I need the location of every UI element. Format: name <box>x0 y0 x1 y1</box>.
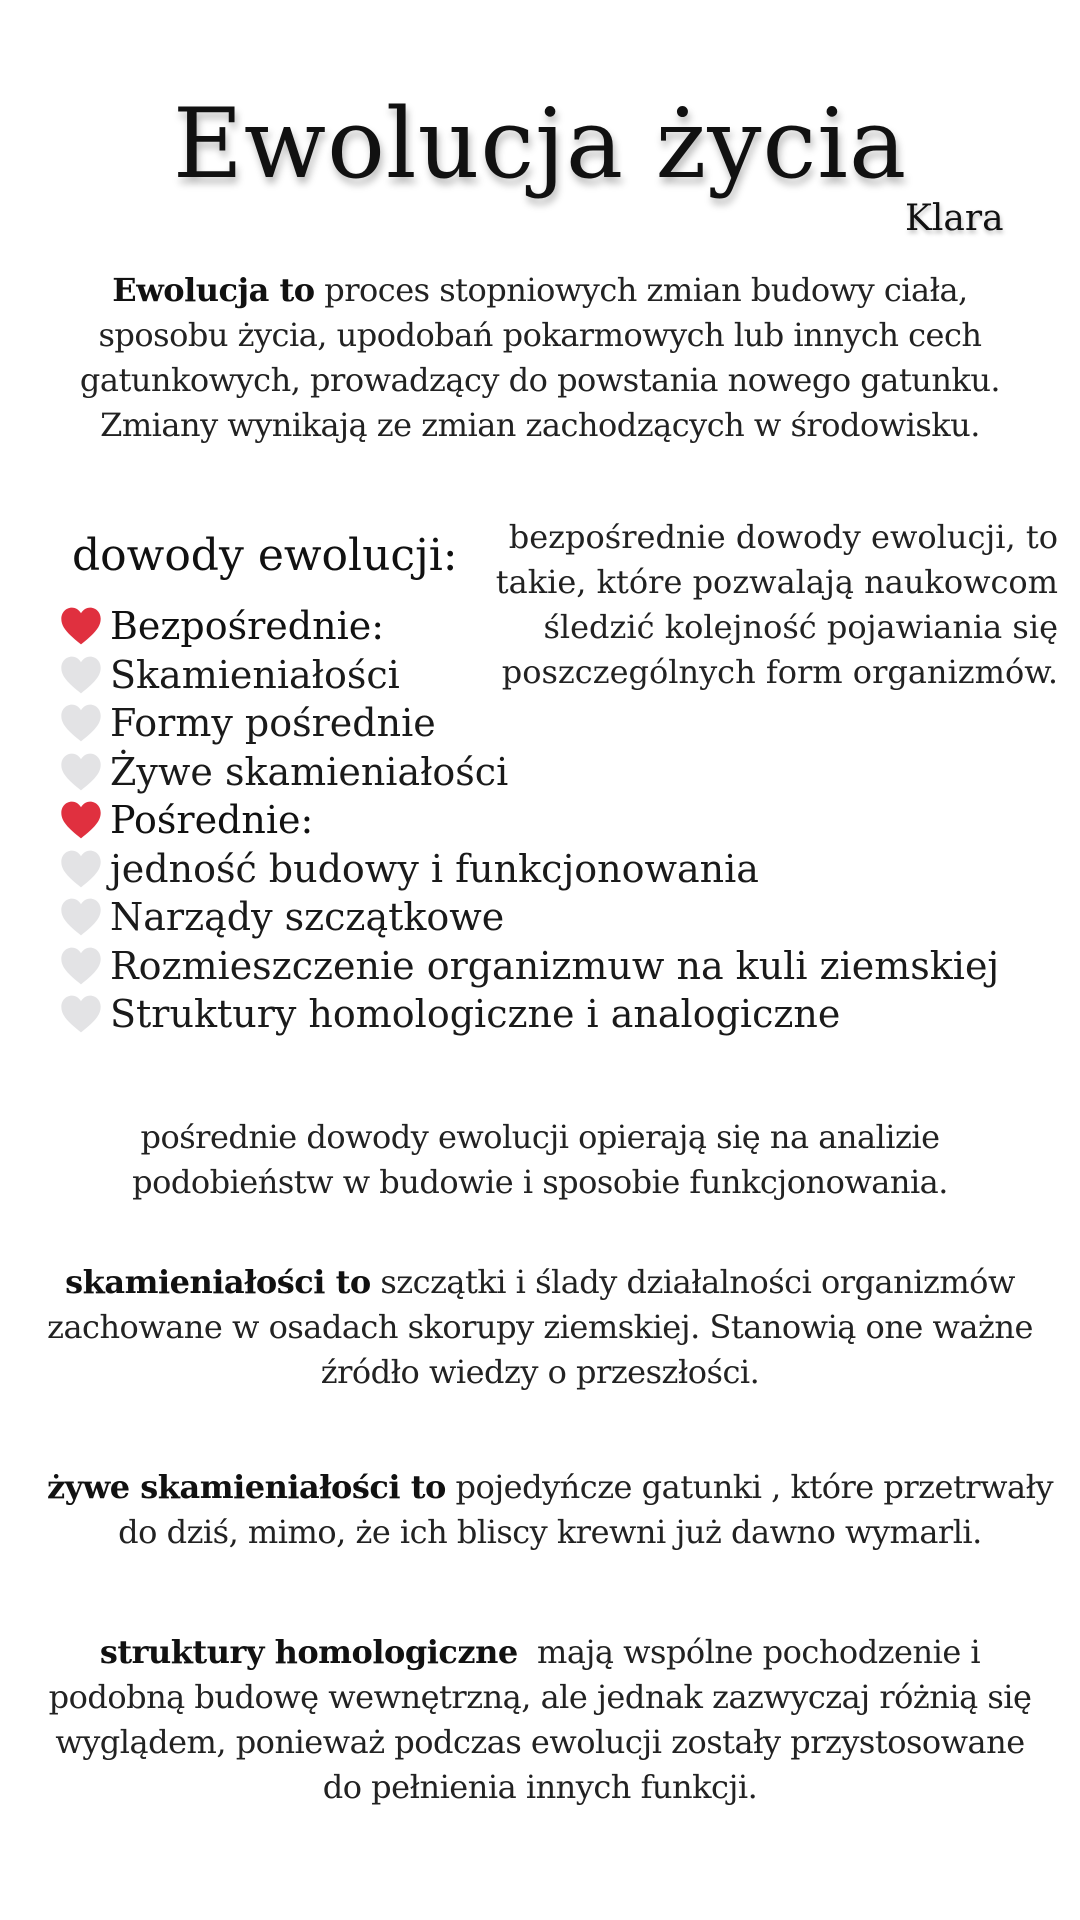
living-fossils-term: żywe skamieniałości to <box>46 1468 446 1506</box>
list-item <box>60 748 999 797</box>
fossils-text: szczątki i ślady działalności organizmów zachowane w osadach skorupy ziemskiej. Stanowią one ważne źródło wiedzy o przeszłości. <box>47 1263 1033 1391</box>
heart-gray-icon <box>60 655 102 695</box>
list-item <box>60 602 999 651</box>
list-item-label: Formy pośrednie <box>110 701 436 746</box>
heart-gray-icon <box>60 849 102 889</box>
list-item-label: jedność budowy i funkcjonowania <box>110 846 759 891</box>
heart-red-icon <box>60 606 102 646</box>
list-item-label: Pośrednie: <box>110 798 314 843</box>
list-item-label: Skamieniałości <box>110 652 400 697</box>
list-item <box>60 990 999 1039</box>
heart-gray-icon <box>60 897 102 937</box>
list-item <box>60 942 999 991</box>
list-item <box>60 699 999 748</box>
living-fossils-definition <box>40 1465 1060 1555</box>
list-item-label: Narządy szczątkowe <box>110 895 505 940</box>
homologous-term: struktury homologiczne <box>99 1633 518 1671</box>
fossils-term: skamieniałości to <box>65 1263 371 1301</box>
indirect-evidence-note: pośrednie dowody ewolucji opierają się na analizie podobieństw w budowie i sposobie funkcjonowania. <box>132 1118 948 1201</box>
evidence-heading: dowody ewolucji: <box>72 530 458 581</box>
heart-gray-icon <box>60 946 102 986</box>
fossils-definition <box>40 1260 1040 1395</box>
list-item-label: Struktury homologiczne i analogiczne <box>110 992 841 1037</box>
list-item-label: Żywe skamieniałości <box>110 749 509 794</box>
intro-text: proces stopniowych zmian budowy ciała, sposobu życia, upodobań pokarmowych lub innych cech gatunkowych, prowadzący do powstania nowego gatunku. Zmiany wynikają ze zmian zachodzących w środowisku. <box>79 271 1001 444</box>
heart-gray-icon <box>60 752 102 792</box>
heart-red-icon <box>60 800 102 840</box>
heart-gray-icon <box>60 703 102 743</box>
list-item <box>60 893 999 942</box>
living-fossils-text: pojedyńcze gatunki , które przetrwały do dziś, mimo, że ich bliscy krewni już dawno wymarli. <box>118 1468 1054 1551</box>
homologous-text: mają wspólne pochodzenie i podobną budowę wewnętrzną, ale jednak zazwyczaj różnią się wyglądem, ponieważ podczas ewolucji zostały przystosowane do pełnienia innych funkcji. <box>48 1633 1042 1806</box>
page-title: Ewolucja życia <box>172 88 908 200</box>
intro-paragraph <box>60 268 1020 448</box>
list-item-label: Rozmieszczenie organizmuw na kuli ziemskiej <box>110 943 1000 988</box>
list-item <box>60 845 999 894</box>
list-item-label: Bezpośrednie: <box>110 604 385 649</box>
list-item <box>60 796 999 845</box>
heart-gray-icon <box>60 994 102 1034</box>
author-name: Klara <box>905 198 1004 239</box>
list-item <box>60 651 999 700</box>
intro-term: Ewolucja to <box>112 271 315 309</box>
direct-evidence-note: bezpośrednie dowody ewolucji, to takie, które pozwalają naukowcom śledzić kolejność pojawiania się poszczególnych form organizmów. <box>495 518 1058 691</box>
evidence-list <box>60 602 999 1039</box>
homologous-structures-definition <box>40 1630 1040 1810</box>
